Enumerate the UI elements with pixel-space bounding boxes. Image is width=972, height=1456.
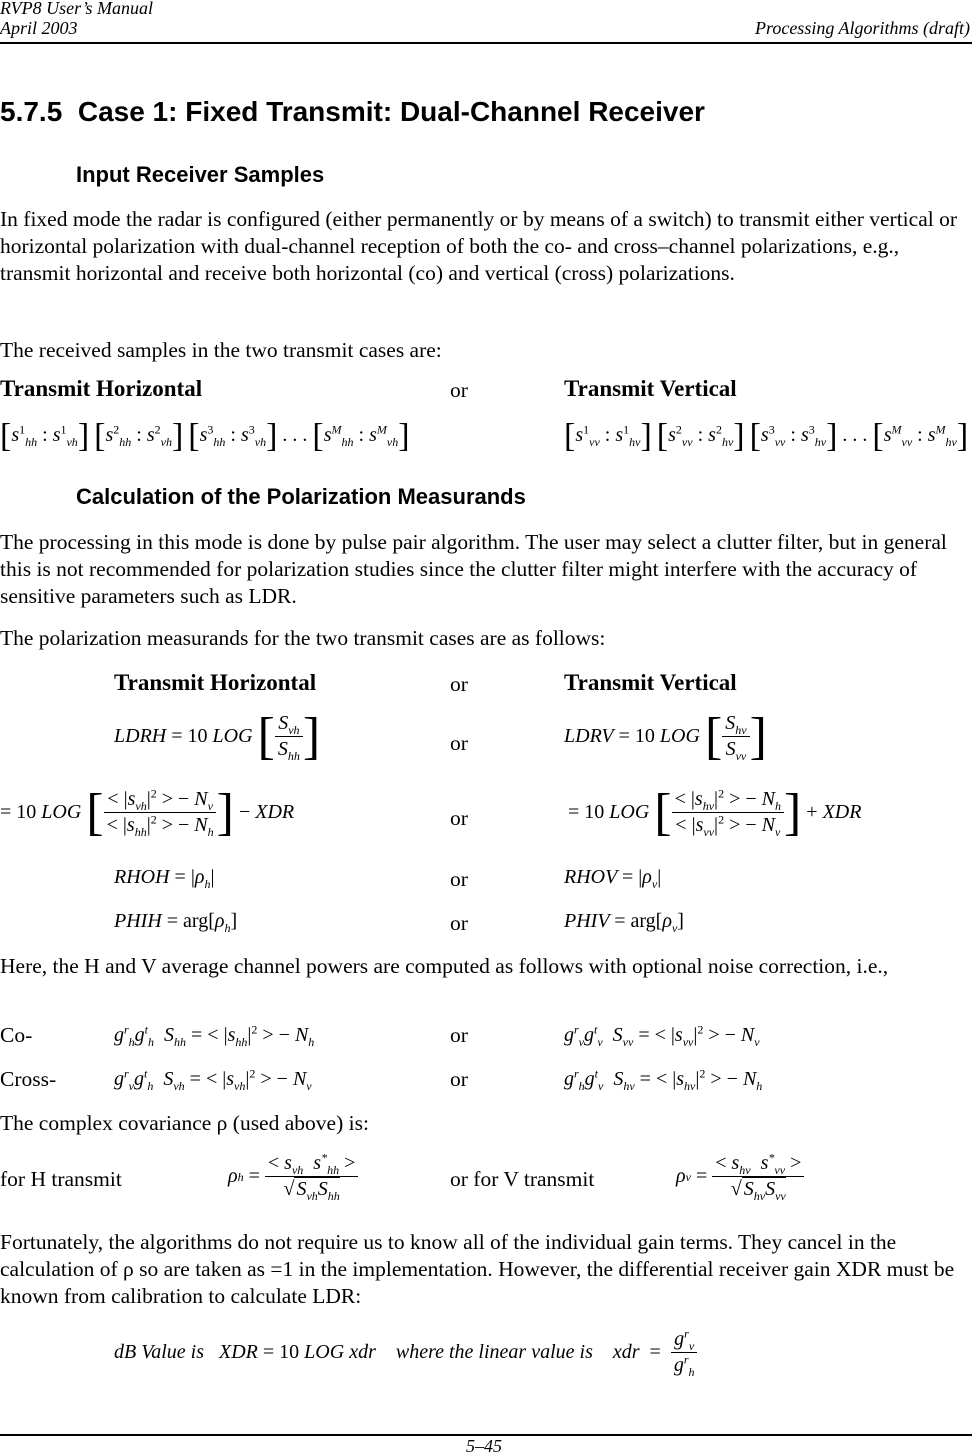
section-number: 5.7.5 — [0, 96, 63, 127]
chapter-title: Processing Algorithms (draft) — [755, 18, 970, 38]
section-title: Case 1: Fixed Transmit: Dual-Channel Receiver — [77, 96, 705, 127]
calc-heading: Calculation of the Polarization Measurands — [76, 484, 526, 509]
xdr-equation: dB Value is XDR = 10 LOG xdr where the linear value is xdr = $\frac{g^r_v}{g^r_h}$ — [114, 1328, 697, 1377]
cross-power-horizontal: $g^r_vg^t_h$ $S_{vh}$ = < $|s_{vh}|^2$ > − $N_v$ — [114, 1066, 312, 1093]
manual-title: RVP8 User’s Manual — [0, 0, 153, 18]
header-rule — [0, 42, 972, 44]
received-samples-text: The received samples in the two transmit cases are: — [0, 338, 442, 362]
co-power-horizontal: $g^r_hg^t_h$ $S_{hh}$ = < $|s_{hh}|^2$ > − $N_h$ — [114, 1022, 315, 1049]
label-or: or — [450, 1067, 468, 1091]
ldrv-expansion: = 10 LOG [ $\frac{< |s_{hv}|^2 > - N_h}{< |s_{vv}|^2 > - N_v}$ ] + XDR — [568, 783, 862, 841]
co-power-vertical: $g^r_vg^t_v$ $S_{vv}$ = < $|s_{vv}|^2$ > − $N_v$ — [564, 1022, 760, 1049]
label-or: or — [450, 672, 468, 696]
page-number: 5–45 — [466, 1436, 502, 1456]
label-transmit-vertical: Transmit Vertical — [564, 670, 737, 695]
covariance-text: The complex covariance ρ (used above) is: — [0, 1111, 369, 1135]
label-for-v-transmit: or for V transmit — [450, 1167, 595, 1191]
ldrh-equation: LDRH = 10 LOG [ $\frac{S_{vh}}{S_{hh}}$ ] — [114, 707, 321, 765]
phiv-equation: PHIV = $arg[\rho_v]$ — [564, 910, 684, 935]
rho-v-equation: ρ v = $\frac{< s_{hv} s^*_{vv} >}{√ S_{hv}S_{vv}}$ — [676, 1152, 804, 1201]
samples-ellipsis: . . . — [842, 424, 868, 446]
input-paragraph: In fixed mode the radar is configured (either permanently or by means of a switch) to transmit either vertical or horizontal polarization with dual-channel reception of both the co- and cross–channel polarizations, e.g., transmit horizontal and receive both horizontal (co) and vertical (cross) polarizations. — [0, 207, 958, 285]
cross-power-vertical: $g^r_hg^t_v$ $S_{hv}$ = < $|s_{hv}|^2$ > − $N_h$ — [564, 1066, 763, 1093]
ldrv-equation: LDRV = 10 LOG [ $\frac{S_{hv}}{S_{vv}}$ ] — [564, 707, 767, 765]
label-or: or — [450, 806, 468, 830]
label-transmit-horizontal: Transmit Horizontal — [114, 670, 317, 695]
rho-h-equation: ρ h = $\frac{< s_{vh} s^*_{hh} >}{√ S_{vh}S_{hh}}$ — [228, 1152, 358, 1201]
samples-ellipsis: . . . — [282, 424, 308, 446]
label-or: or — [450, 731, 468, 755]
label-or: or — [450, 911, 468, 935]
rhov-equation: RHOV = $|\rho_v|$ — [564, 866, 662, 891]
rhoh-equation: RHOH = $|\rho_h|$ — [114, 866, 215, 891]
label-or: or — [450, 1023, 468, 1047]
input-heading: Input Receiver Samples — [76, 162, 325, 187]
samples-horizontal: [$s^1_{hh}$ : $s^1_{vh}$] [$s^2_{hh}$ : $s^2_{vh}$] [$s^3_{hh}$ : $s^3_{vh}$] . . . [$s^M_{hh}$ : $s^M_{vh}$] — [0, 417, 410, 455]
label-co: Co- — [0, 1023, 33, 1047]
section-heading — [0, 96, 705, 128]
label-or: or — [450, 867, 468, 891]
label-transmit-vertical: Transmit Vertical — [564, 376, 737, 401]
measurands-text: The polarization measurands for the two transmit cases are as follows: — [0, 626, 606, 650]
gain-paragraph: Fortunately, the algorithms do not require us to know all of the individual gain terms. They cancel in the calculation of ρ so are taken as =1 in the implementation. However, the differential receiver gain XDR must be known from calibration to calculate LDR: — [0, 1230, 955, 1308]
label-or: or — [450, 378, 468, 402]
noise-correction-text: Here, the H and V average channel powers are computed as follows with optional noise correction, i.e., — [0, 954, 889, 978]
header-date: April 2003 — [0, 18, 78, 38]
samples-vertical: [$s^1_{vv}$ : $s^1_{hv}$] [$s^2_{vv}$ : $s^2_{hv}$] [$s^3_{vv}$ : $s^3_{hv}$] . . . [$s^M_{vv}$ : $s^M_{hv}$] — [564, 417, 969, 455]
calc-paragraph: The processing in this mode is done by pulse pair algorithm. The user may select a clutter filter, but in general this is not recommended for polarization studies since the clutter filter might interfere with the accuracy of sensitive parameters such as LDR. — [0, 530, 947, 608]
label-for-h-transmit: for H transmit — [0, 1167, 122, 1191]
label-transmit-horizontal: Transmit Horizontal — [0, 376, 203, 401]
phih-equation: PHIH = $arg[\rho_h]$ — [114, 910, 238, 935]
ldrh-expansion: = 10 LOG [ $\frac{< |s_{vh}|^2 > - N_v}{< |s_{hh}|^2 > - N_h}$ ] − XDR — [0, 783, 295, 841]
label-cross: Cross- — [0, 1067, 57, 1091]
